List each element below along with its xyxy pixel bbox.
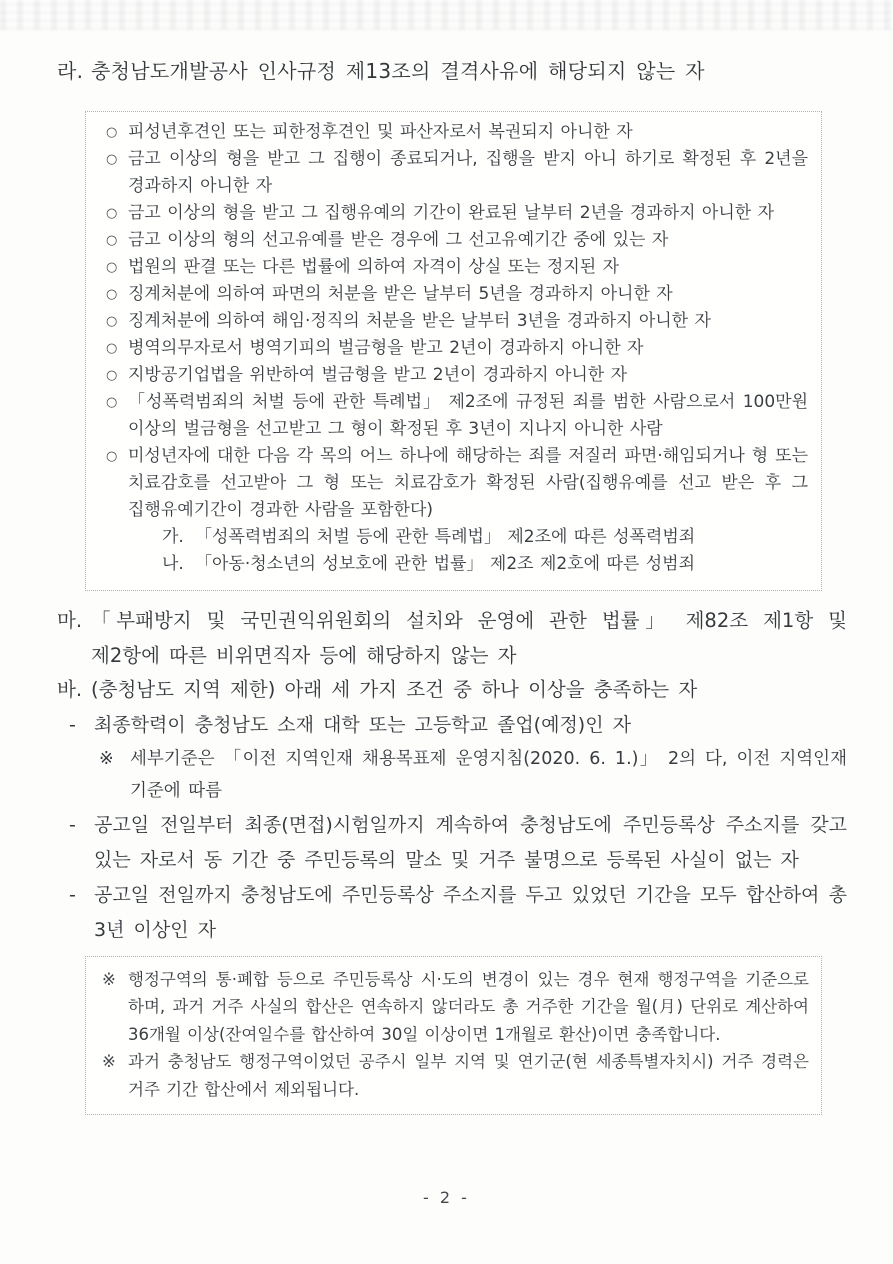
list-item [99,335,808,362]
condition-note [57,743,847,808]
dash-marker: - [69,813,76,836]
condition-text: 공고일 전일부터 최종(면접)시험일까지 계속하여 충청남도에 주민등록상 주소지를 갖고 있는 자로서 동 기간 중 주민등록의 말소 및 거주 불명으로 등록된 사실이 없는 자 [94,813,847,871]
list-item-text: 미성년자에 대한 다음 각 목의 어느 하나에 해당하는 죄를 저질러 파면·해임되거나 형 또는 치료감호를 선고받아 그 형 또는 치료감호가 확정된 사람(집행유예를 선고 받은 후 그 집행유예기간이 경과한 사람을 포함한다) [128,446,808,520]
list-item [99,389,808,443]
note-item [98,1048,809,1103]
list-item-text: 금고 이상의 형의 선고유예를 받은 경우에 그 선고유예기간 중에 있는 자 [128,230,669,250]
note-item-text: 과거 충청남도 행정구역이었던 공주시 일부 지역 및 연기군(현 세종특별자치시) 거주 경력은 거주 기간 합산에서 제외됩니다. [128,1052,809,1099]
bullet-marker: ○ [106,287,118,302]
bullet-marker: ○ [106,368,118,383]
reference-marker: ※ [102,1052,116,1071]
bullet-marker: ○ [106,260,118,275]
section-ba-marker: 바. [57,678,83,701]
list-item [99,119,808,146]
section-ma-text: 「부패방지 및 국민권익위원회의 설치와 운영에 관한 법률」 제82조 제1항 및 제2항에 따른 비위면직자 등에 해당하지 않는 자 [91,609,847,667]
list-item-text: 금고 이상의 형을 받고 그 집행이 종료되거나, 집행을 받지 아니 하기로 확정된 후 2년을 경과하지 아니한 자 [128,149,808,196]
list-item-text: 금고 이상의 형을 받고 그 집행유예의 기간이 완료된 날부터 2년을 경과하지 아니한 자 [128,203,775,223]
list-item [99,308,808,335]
document-body [57,57,847,1115]
note-item [98,966,809,1049]
section-ma [57,604,847,673]
list-item-text: 피성년후견인 또는 피한정후견인 및 파산자로서 복권되지 아니한 자 [128,122,633,142]
condition-text: 공고일 전일까지 충청남도에 주민등록상 주소지를 두고 있었던 기간을 모두 합산하여 총 3년 이상인 자 [94,883,847,941]
bullet-marker: ○ [106,395,118,410]
list-item-text: 법원의 판결 또는 다른 법률에 의하여 자격이 상실 또는 정지된 자 [128,257,620,277]
section-ma-marker: 마. [57,609,83,632]
sub-item-text: 「성폭력범죄의 처벌 등에 관한 특례법」 제2조에 따른 성폭력범죄 [195,527,696,547]
sub-list-item [99,551,808,578]
section-ra-heading [57,57,847,85]
list-item [99,443,808,524]
condition-note-text: 세부기준은 「이전 지역인재 채용목표제 운영지침(2020. 6. 1.)」 2의 다, 이전 지역인재 기준에 따름 [130,748,847,801]
list-item [99,227,808,254]
reference-marker: ※ [102,969,116,989]
bullet-marker: ○ [106,341,118,356]
list-item-text: 지방공기업법을 위반하여 벌금형을 받고 2년이 경과하지 아니한 자 [128,365,628,385]
list-item-text: 징계처분에 의하여 해임·정직의 처분을 받은 날부터 3년을 경과하지 아니한 자 [128,311,711,331]
condition-item [57,808,847,878]
page-number: - 2 - [423,1188,470,1207]
dash-marker: - [69,713,76,736]
condition-text: 최종학력이 충청남도 소재 대학 또는 고등학교 졸업(예정)인 자 [94,713,631,736]
section-ra-marker: 라. [57,59,84,83]
note-item-text: 행정구역의 통·폐합 등으로 주민등록상 시·도의 변경이 있는 경우 현재 행정구역을 기준으로 하며, 과거 거주 사실의 합산은 연속하지 않더라도 총 거주한 기간을 월(月) 단위로 계산하여 36개월 이상(잔여일수를 합산하여 30일 이상이면 1개월로 환산)이면 충족합니다. [128,969,809,1044]
scan-noise-band [0,0,893,30]
sub-item-marker: 나. [162,554,184,574]
residence-note-box [85,956,822,1116]
list-item [99,362,808,389]
list-item-text: 병역의무자로서 병역기피의 벌금형을 받고 2년이 경과하지 아니한 자 [128,338,644,358]
bullet-marker: ○ [106,233,118,248]
list-item [99,200,808,227]
section-ba-text: (충청남도 지역 제한) 아래 세 가지 조건 중 하나 이상을 충족하는 자 [91,678,698,701]
condition-item [57,878,847,948]
list-item [99,254,808,281]
dash-marker: - [69,883,76,906]
bullet-marker: ○ [106,125,118,140]
sub-item-marker: 가. [162,527,184,547]
list-item [99,281,808,308]
sub-list-item [99,524,808,551]
sub-item-text: 「아동·청소년의 성보호에 관한 법률」 제2조 제2호에 따른 성범죄 [195,554,695,574]
list-item [99,146,808,200]
bullet-marker: ○ [106,449,118,464]
list-item-text: 「성폭력범죄의 처벌 등에 관한 특례법」 제2조에 규정된 죄를 범한 사람으로서 100만원 이상의 벌금형을 선고받고 그 형이 확정된 후 3년이 지나지 아니한 사람 [128,392,808,439]
section-ra-title: 충청남도개발공사 인사규정 제13조의 결격사유에 해당되지 않는 자 [91,59,705,83]
disqualification-box [85,111,822,591]
bullet-marker: ○ [106,314,118,329]
reference-marker: ※ [99,748,114,769]
list-item-text: 징계처분에 의하여 파면의 처분을 받은 날부터 5년을 경과하지 아니한 자 [128,284,673,304]
bullet-marker: ○ [106,152,118,167]
section-ba [57,673,847,708]
condition-item [57,708,847,743]
bullet-marker: ○ [106,206,118,221]
